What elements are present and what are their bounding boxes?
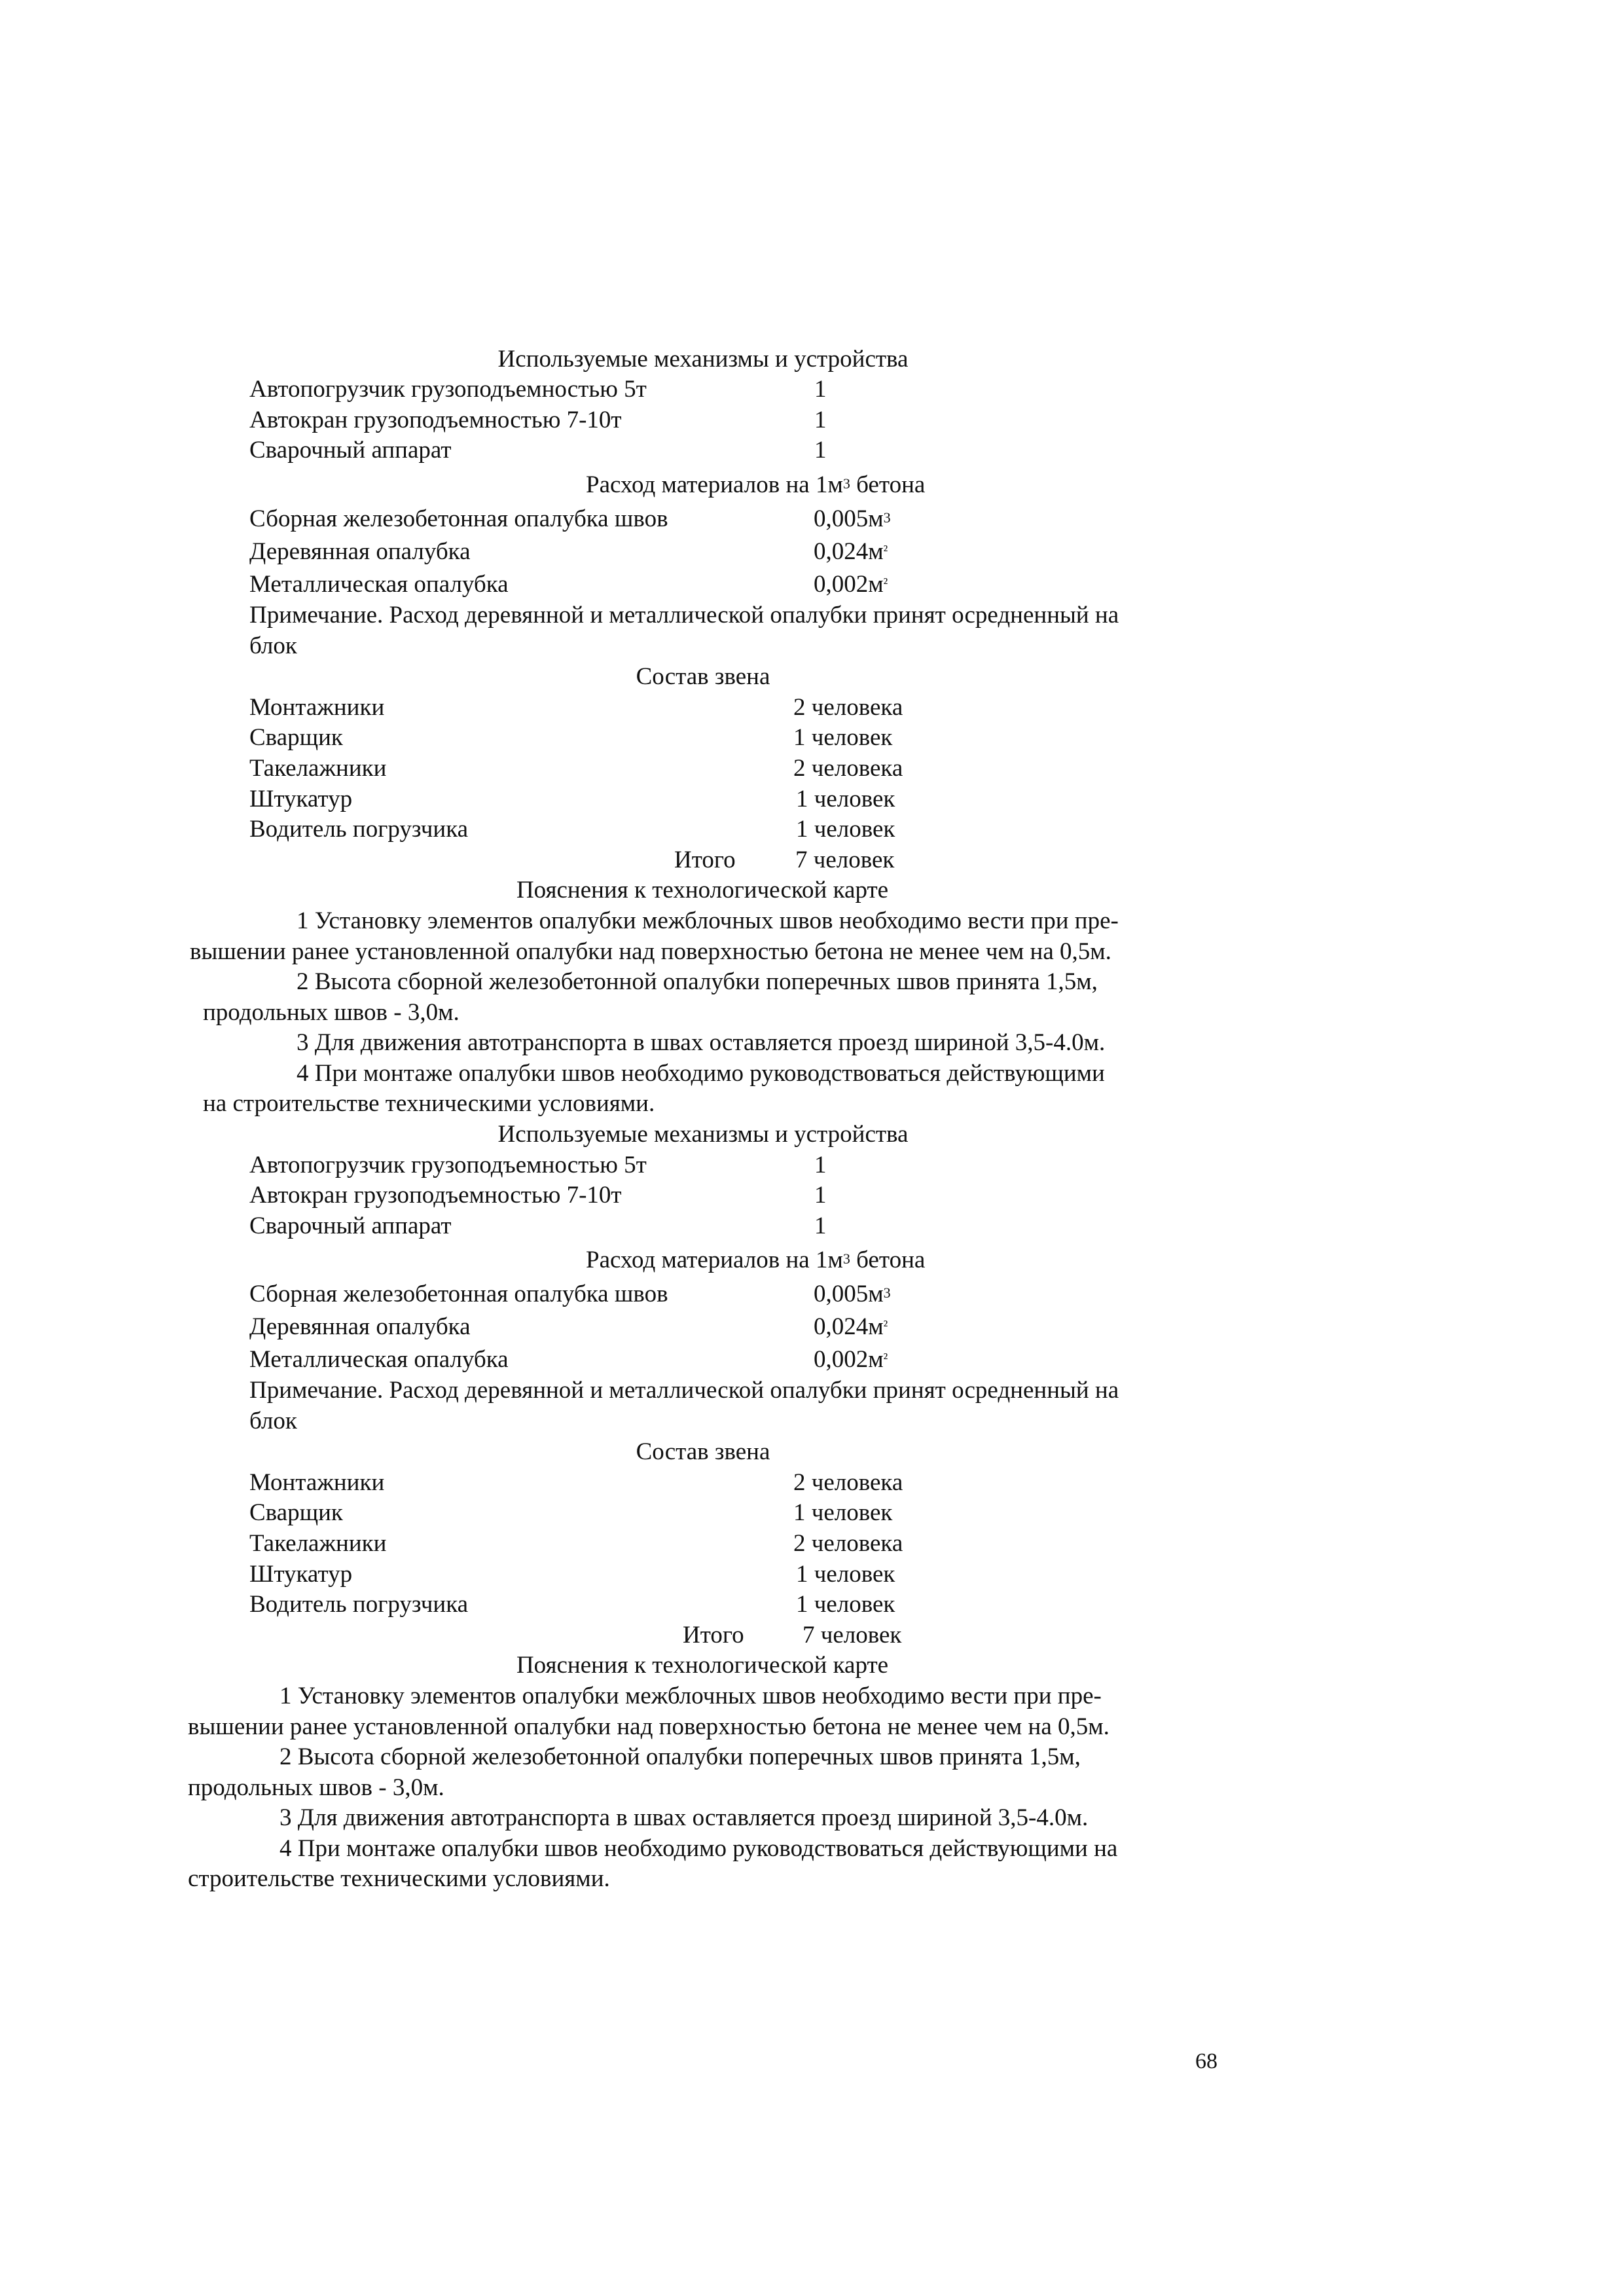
explanation-line: вышении ранее установленной опалубки над поверхностью бетона не менее чем на 0,5м.	[190, 938, 1111, 965]
explanation-line: 1 Установку элементов опалубки межблочных швов необходимо вести при пре-	[297, 907, 1119, 934]
mechanism-qty: 1	[814, 437, 827, 464]
material-value: $0,002м^{^2}$	[814, 1346, 888, 1373]
mechanism-name: Сварочный аппарат	[249, 437, 452, 464]
note-line: Примечание. Расход деревянной и металлической опалубки принят осредненный на	[249, 602, 1119, 629]
crew-count: 2 человека	[793, 1530, 903, 1557]
mechanism-name: Автопогрузчик грузоподъемностью 5т	[249, 1152, 647, 1178]
material-name: Деревянная опалубка	[249, 1313, 471, 1340]
explanation-line: на строительстве техническими условиями.	[203, 1090, 655, 1117]
note-line: блок	[249, 632, 297, 659]
mechanism-qty: 1	[814, 376, 827, 403]
total-label: Итого	[674, 847, 736, 873]
crew-role: Такелажники	[249, 755, 387, 782]
crew-role: Штукатур	[249, 786, 353, 812]
crew-role: Водитель погрузчика	[249, 1591, 469, 1618]
crew-count: 1 человек	[796, 816, 895, 843]
mechanism-qty: 1	[814, 407, 827, 433]
material-name: Металлическая опалубка	[249, 571, 509, 598]
crew-count: 1 человек	[796, 786, 895, 812]
explanation-line: вышении ранее установленной опалубки над поверхностью бетона не менее чем на 0,5м.	[188, 1713, 1110, 1740]
materials-title: Расход материалов на $1м^3$ бетона	[586, 471, 926, 498]
crew-title: Состав звена	[636, 663, 770, 690]
crew-role: Штукатур	[249, 1561, 353, 1588]
explanation-line: 4 При монтаже опалубки швов необходимо руководствоваться действующими	[297, 1060, 1105, 1087]
material-value: $0,024м^{^2}$	[814, 538, 888, 565]
material-name: Сборная железобетонная опалубка швов	[249, 505, 668, 532]
explanation-line: 1 Установку элементов опалубки межблочных швов необходимо вести при пре-	[280, 1683, 1102, 1709]
explanation-line: строительстве техническими условиями.	[188, 1865, 610, 1892]
mechanism-qty: 1	[814, 1212, 827, 1239]
explanations-title: Пояснения к технологической карте	[516, 877, 889, 903]
material-value: $0,005м^3$	[814, 1281, 891, 1307]
mechanism-name: Автокран грузоподъемностью 7-10т	[249, 407, 622, 433]
crew-title: Состав звена	[636, 1438, 770, 1465]
explanation-line: продольных швов - 3,0м.	[203, 999, 460, 1026]
crew-count: 2 человека	[793, 694, 903, 721]
crew-count: 1 человек	[796, 1561, 895, 1588]
explanations-title: Пояснения к технологической карте	[516, 1652, 889, 1679]
crew-role: Монтажники	[249, 694, 385, 721]
crew-role: Такелажники	[249, 1530, 387, 1557]
crew-count: 1 человек	[793, 1499, 893, 1526]
explanation-line: 2 Высота сборной железобетонной опалубки поперечных швов принята 1,5м,	[280, 1743, 1081, 1770]
material-value: $0,005м^3$	[814, 505, 891, 532]
crew-role: Сварщик	[249, 724, 343, 751]
material-value: $0,002м^{^2}$	[814, 571, 888, 598]
total-label: Итого	[683, 1622, 744, 1649]
explanation-line: 3 Для движения автотранспорта в швах оставляется проезд шириной 3,5-4.0м.	[297, 1029, 1106, 1056]
material-name: Металлическая опалубка	[249, 1346, 509, 1373]
crew-count: 1 человек	[793, 724, 893, 751]
mechanism-name: Автопогрузчик грузоподъемностью 5т	[249, 376, 647, 403]
explanation-line: 3 Для движения автотранспорта в швах оставляется проезд шириной 3,5-4.0м.	[280, 1804, 1089, 1831]
material-name: Деревянная опалубка	[249, 538, 471, 565]
crew-role: Водитель погрузчика	[249, 816, 469, 843]
mechanism-qty: 1	[814, 1152, 827, 1178]
explanation-line: 2 Высота сборной железобетонной опалубки поперечных швов принята 1,5м,	[297, 968, 1098, 995]
crew-role: Монтажники	[249, 1469, 385, 1496]
crew-count: 1 человек	[796, 1591, 895, 1618]
total-value: 7 человек	[803, 1622, 902, 1649]
mechanisms-title: Используемые механизмы и устройства	[497, 1121, 909, 1148]
material-name: Сборная железобетонная опалубка швов	[249, 1281, 668, 1307]
crew-count: 2 человека	[793, 1469, 903, 1496]
page-number: 68	[1195, 2049, 1218, 2073]
material-value: $0,024м^{^2}$	[814, 1313, 888, 1340]
mechanism-name: Автокран грузоподъемностью 7-10т	[249, 1182, 622, 1209]
crew-count: 2 человека	[793, 755, 903, 782]
materials-title: Расход материалов на $1м^3$ бетона	[586, 1247, 926, 1273]
note-line: Примечание. Расход деревянной и металлической опалубки принят осредненный на	[249, 1377, 1119, 1404]
explanation-line: продольных швов - 3,0м.	[188, 1774, 444, 1801]
mechanisms-title: Используемые механизмы и устройства	[497, 346, 909, 373]
explanation-line: 4 При монтаже опалубки швов необходимо руководствоваться действующими на	[280, 1835, 1118, 1862]
note-line: блок	[249, 1408, 297, 1434]
crew-role: Сварщик	[249, 1499, 343, 1526]
mechanism-name: Сварочный аппарат	[249, 1212, 452, 1239]
mechanism-qty: 1	[814, 1182, 827, 1209]
total-value: 7 человек	[795, 847, 895, 873]
